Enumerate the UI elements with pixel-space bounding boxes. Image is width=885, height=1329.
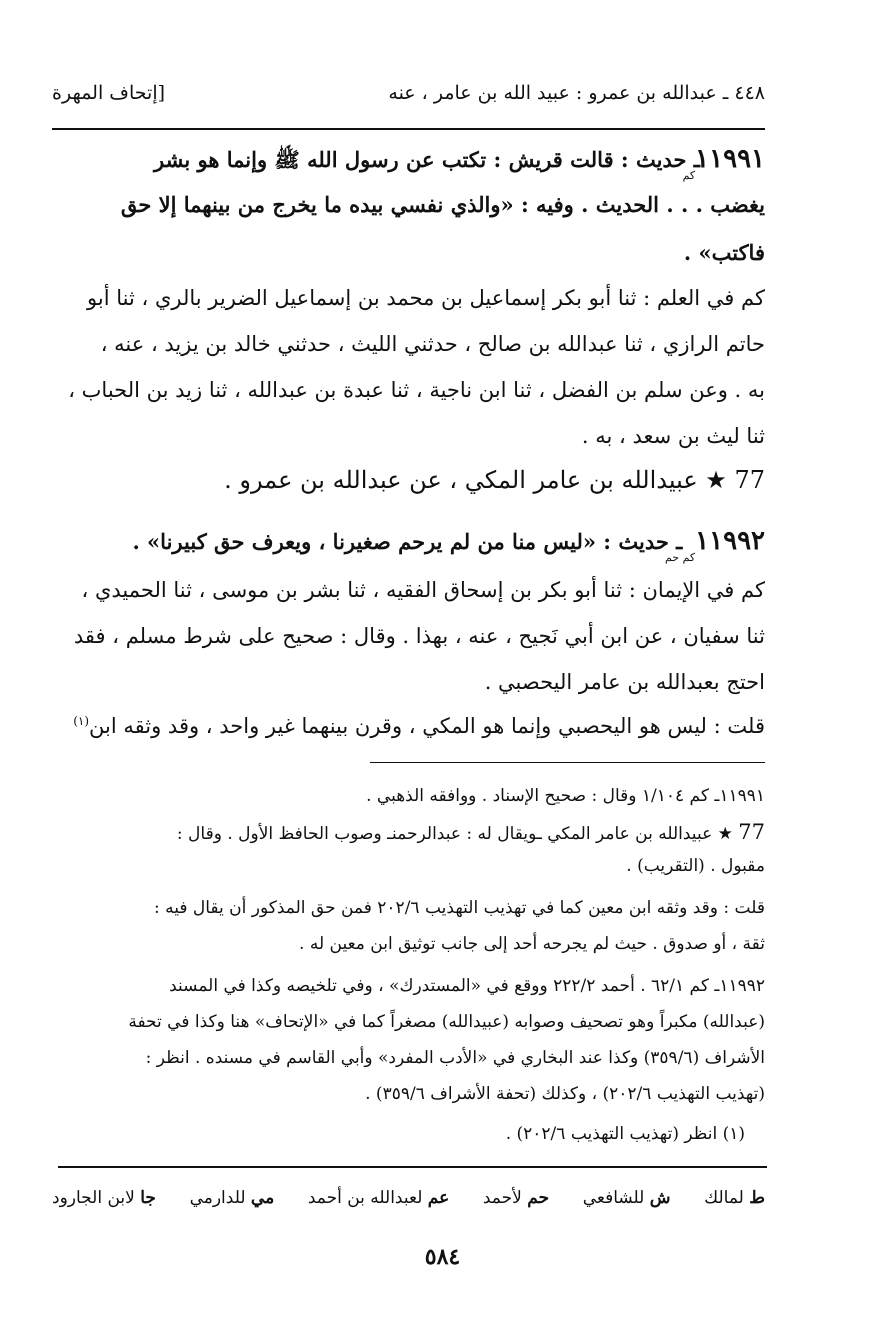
- isnad-line: ثنا سفيان ، عن ابن أبي نَجيح ، عنه ، بهذا . وقال : صحيح على شرط مسلم ، فقد: [73, 624, 765, 648]
- source-tag: كم: [682, 169, 696, 182]
- footnote-ref: (١): [73, 714, 90, 728]
- hadith-11991-line-3: فاكتب» .: [683, 240, 765, 265]
- hadith-number: ١١٩٩٢: [695, 526, 765, 556]
- isnad-line: كم في العلم : ثنا أبو بكر إسماعيل بن محمد بن إسماعيل الضرير بالري ، ثنا أبو: [87, 286, 765, 310]
- note-line: قلت : وقد وثقه ابن معين كما في تهذيب التهذيب ٢٠٢/٦ فمن حق المذكور أن يقال فيه :: [153, 898, 765, 918]
- abbrev-item: مي للدارمي: [189, 1188, 275, 1208]
- hadith-11991-line-1: [154, 144, 765, 182]
- hadith-number: ١١٩٩١: [695, 144, 765, 174]
- note-line: ثقة ، أو صدوق . حيث لم يجرحه أحد إلى جانب توثيق ابن معين له .: [299, 934, 765, 954]
- abbrev-item: عم لعبدالله بن أحمد: [307, 1188, 450, 1208]
- note-line: ١١٩٩٢ـ كم ٦٢/١ . أحمد ٢٢٢/٢ ووقع في «المستدرك» ، وفي تلخيصه وكذا في المسند: [169, 976, 765, 996]
- note-line: (عبدالله) مكبراً وهو تصحيف وصوابه (عبيدالله) مصغراً كما في «الإتحاف» هنا وكذا في تحفة: [128, 1012, 765, 1032]
- running-header-title: ٤٤٨ ـ عبدالله بن عمرو : عبيد الله بن عامر ، عنه: [388, 82, 765, 104]
- note-line: (تهذيب التهذيب ٢٠٢/٦) ، وكذلك (تحفة الأشراف ٣٥٩/٦) .: [365, 1084, 765, 1104]
- narrator-number: 77: [734, 466, 765, 494]
- note-line: ١١٩٩١ـ كم ١/١٠٤ وقال : صحيح الإسناد . ووافقه الذهبي .: [366, 786, 765, 806]
- qult-line: [73, 714, 765, 738]
- page-number: ٥٨٤: [424, 1244, 461, 1270]
- abbrev-item: ش للشافعي: [582, 1188, 671, 1208]
- note-line: [177, 820, 765, 844]
- note-line: الأشراف (٣٥٩/٦) وكذا عند البخاري في «الأدب المفرد» وأبي القاسم في مسنده . انظر :: [145, 1048, 765, 1068]
- isnad-line: كم في الإيمان : ثنا أبو بكر بن إسحاق الفقيه ، ثنا بشر بن موسى ، ثنا الحميدي ،: [81, 578, 765, 602]
- isnad-line: ثنا ليث بن سعد ، به .: [581, 424, 765, 448]
- note-line: (١) انظر (تهذيب التهذيب ٢٠٢/٦) .: [505, 1124, 745, 1144]
- narrator-heading: [224, 466, 765, 494]
- source-tag: كم حم: [664, 551, 696, 564]
- qult-text: قلت : ليس هو اليحصبي وإنما هو المكي ، وقرن بينهما غير واحد ، وقد وثقه ابن: [89, 714, 765, 738]
- footnote-rule: [370, 762, 765, 763]
- hadith-11991-line-2: يغضب . . . الحديث . وفيه : «والذي نفسي بيده ما يخرج من بينهما إلا حق: [120, 192, 765, 217]
- abbrev-item: حم لأحمد: [482, 1188, 550, 1208]
- note-text: ★ عبيدالله بن عامر المكي ـويقال له : عبدالرحمنـ وصوب الحافظ الأول . وقال :: [176, 824, 733, 844]
- isnad-line: احتج بعبدالله بن عامر اليحصبي .: [484, 670, 765, 694]
- isnad-line: حاتم الرازي ، ثنا عبدالله بن صالح ، حدثني الليث ، حدثني خالد بن يزيد ، عنه ،: [100, 332, 765, 356]
- abbrev-item: جا لابن الجارود: [52, 1188, 156, 1208]
- hadith-11992-line-1: [132, 526, 765, 564]
- hadith-text: ـ حديث : «ليس منا من لم يرحم صغيرنا ، ويعرف حق كبيرنا» .: [132, 529, 683, 554]
- star-icon: ★: [705, 466, 727, 494]
- hadith-text: ـ حديث : قالت قريش : تكتب عن رسول الله ﷺ وإنما هو بشر: [154, 147, 700, 172]
- note-line: مقبول . (التقريب) .: [626, 856, 765, 876]
- running-header-book: [إتحاف المهرة: [52, 82, 166, 104]
- note-number: 77: [738, 820, 765, 844]
- abbreviation-key: [52, 1188, 765, 1208]
- header-rule: [52, 128, 765, 130]
- abbrev-item: ط لمالك: [704, 1188, 765, 1208]
- abbrev-rule: [58, 1166, 767, 1168]
- narrator-name: عبيدالله بن عامر المكي ، عن عبدالله بن عمرو .: [224, 466, 698, 494]
- isnad-line: به . وعن سلم بن الفضل ، ثنا ابن ناجية ، ثنا عبدة بن عبدالله ، ثنا زيد بن الحباب ،: [68, 378, 765, 402]
